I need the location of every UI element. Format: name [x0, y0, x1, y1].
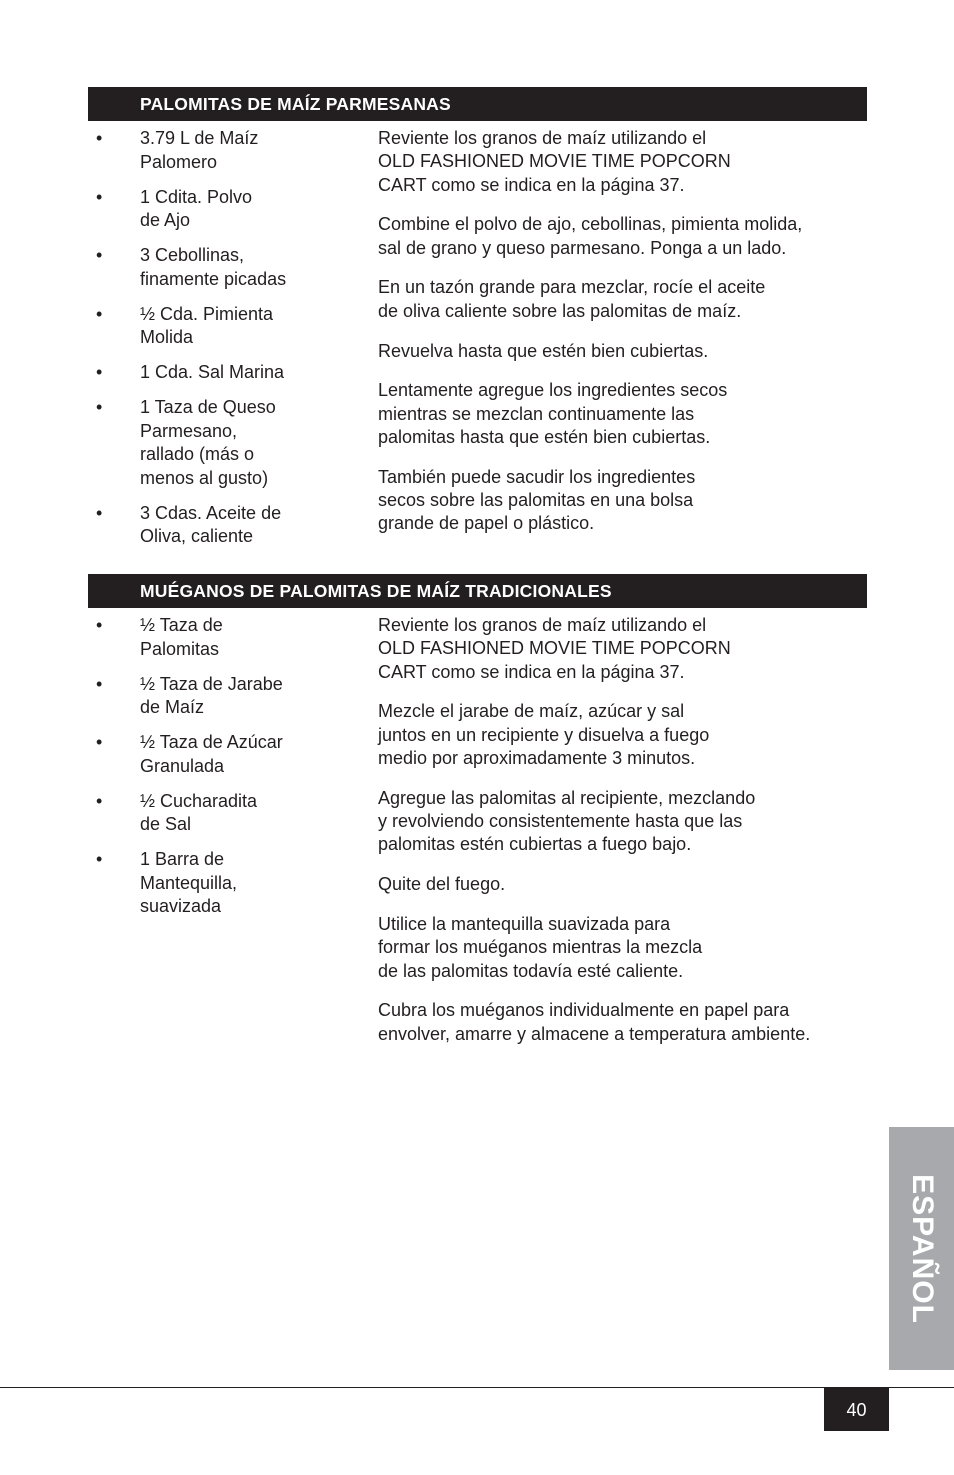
ingredient-text: ½ Taza de Azúcar Granulada: [140, 732, 283, 776]
recipe-parmesan-section: [88, 87, 867, 546]
ingredient-text: 1 Cda. Sal Marina: [140, 362, 285, 382]
ingredient-item: [88, 186, 348, 233]
ingredient-text: ½ Taza de Palomitas: [140, 615, 223, 659]
recipe-title: MUÉGANOS DE PALOMITAS DE MAÍZ TRADICIONALES: [88, 574, 867, 608]
ingredient-text: 3 Cebollinas, finamente picadas: [140, 245, 287, 289]
bullet-icon: •: [96, 186, 103, 207]
instruction-step: Utilice la mantequilla suavizada para formar los muéganos mientras la mezcla de las palomitas todavía esté caliente.: [378, 913, 703, 981]
instruction-list: [378, 614, 867, 1062]
ingredient-item: [88, 731, 348, 778]
ingredient-item: [88, 614, 348, 661]
ingredient-item: [88, 673, 348, 720]
instruction-list: [378, 127, 867, 552]
ingredient-item: [88, 848, 348, 919]
instruction-step: Cubra los muéganos individualmente en papel para envolver, amarre y almacene a temperatura ambiente.: [378, 1000, 811, 1044]
ingredient-text: 3 Cdas. Aceite de Oliva, caliente: [140, 502, 282, 546]
ingredient-text: 1 Taza de Queso Parmesano, rallado (más o menos al gusto): [140, 397, 276, 488]
ingredient-list: [88, 614, 348, 930]
instruction-step: Agregue las palomitas al recipiente, mezclando y revolviendo consistentemente hasta que las palomitas estén cubiertas a fuego bajo.: [378, 787, 756, 855]
ingredient-text: 1 Cdita. Polvo de Ajo: [140, 186, 253, 230]
ingredient-item: [88, 396, 348, 490]
language-tab: [889, 1127, 954, 1370]
bullet-icon: •: [96, 397, 103, 417]
bullet-icon: •: [96, 245, 103, 265]
instruction-step: Quite del fuego.: [378, 874, 506, 895]
bullet-icon: •: [96, 673, 103, 694]
ingredient-text: 1 Barra de Mantequilla, suavizada: [140, 849, 238, 916]
bullet-icon: •: [96, 849, 103, 869]
ingredient-list: [88, 127, 348, 560]
ingredient-item: [88, 244, 348, 291]
bullet-icon: •: [96, 615, 103, 635]
ingredient-text: ½ Cda. Pimienta Molida: [140, 303, 274, 347]
ingredient-text: 3.79 L de Maíz Palomero: [140, 128, 259, 172]
bullet-icon: •: [96, 732, 103, 752]
footer-divider: [0, 1387, 954, 1388]
ingredient-text: ½ Cucharadita de Sal: [140, 790, 258, 834]
ingredient-item: [88, 303, 348, 350]
instruction-step: Lentamente agregue los ingredientes secos mientras se mezclan continuamente las palomitas hasta que estén bien cubiertas.: [378, 380, 728, 447]
instruction-step: Combine el polvo de ajo, cebollinas, pimienta molida, sal de grano y queso parmesano. Ponga a un lado.: [378, 214, 803, 258]
page-number: 40: [824, 1387, 889, 1431]
bullet-icon: •: [96, 502, 103, 523]
ingredient-text: ½ Taza de Jarabe de Maíz: [140, 673, 283, 717]
instruction-step: Reviente los granos de maíz utilizando el OLD FASHIONED MOVIE TIME POPCORN CART como se indica en la página 37.: [378, 128, 731, 195]
instruction-step: También puede sacudir los ingredientes secos sobre las palomitas en una bolsa grande de papel o plástico.: [378, 466, 696, 534]
ingredient-item: [88, 790, 348, 837]
bullet-icon: •: [96, 790, 103, 811]
instruction-step: Mezcle el jarabe de maíz, azúcar y sal juntos en un recipiente y disuelva a fuego medio por aproximadamente 3 minutos.: [378, 701, 710, 768]
bullet-icon: •: [96, 128, 103, 148]
ingredient-item: [88, 127, 348, 174]
bullet-icon: •: [96, 362, 103, 382]
ingredient-item: [88, 502, 348, 549]
recipe-muéganos-section: [88, 574, 867, 1044]
instruction-step: En un tazón grande para mezclar, rocíe el aceite de oliva caliente sobre las palomitas de maíz.: [378, 277, 766, 321]
language-tab-label: ESPAÑOL: [905, 1173, 939, 1324]
instruction-step: Revuelva hasta que estén bien cubiertas.: [378, 340, 709, 361]
instruction-step: Reviente los granos de maíz utilizando el OLD FASHIONED MOVIE TIME POPCORN CART como se indica en la página 37.: [378, 615, 731, 682]
recipe-title: PALOMITAS DE MAÍZ PARMESANAS: [88, 87, 867, 121]
bullet-icon: •: [96, 303, 103, 324]
ingredient-item: [88, 361, 348, 385]
